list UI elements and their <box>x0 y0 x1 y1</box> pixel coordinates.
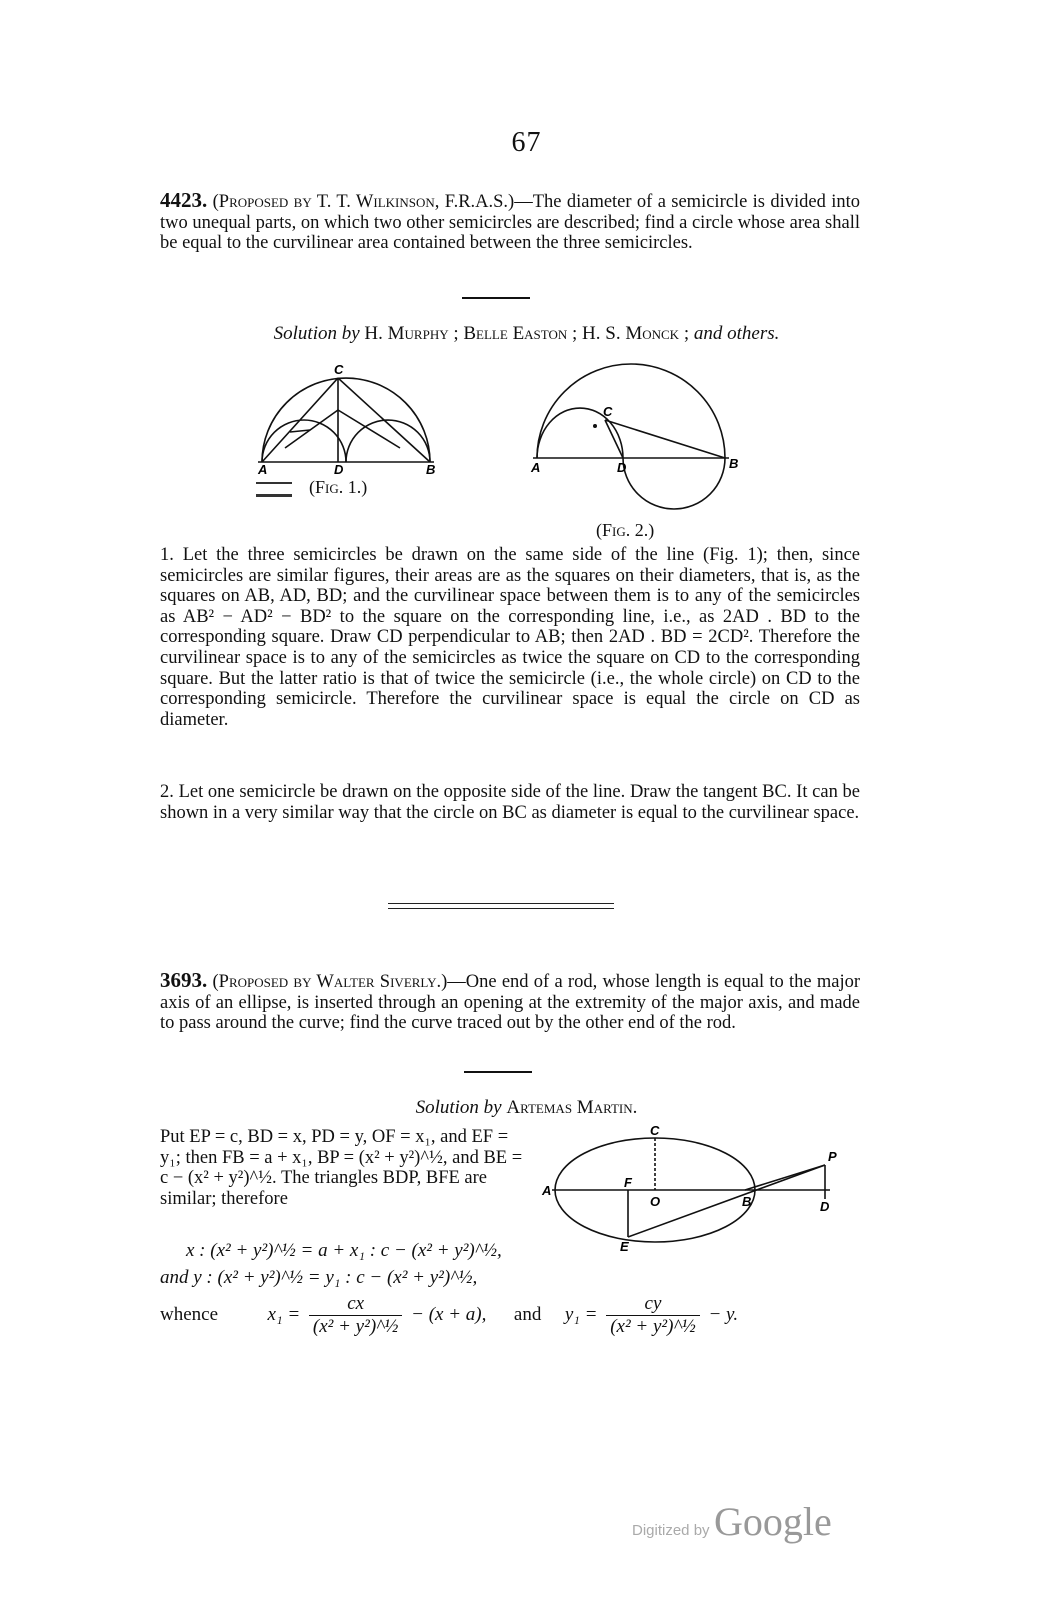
y1-fraction <box>606 1293 700 1338</box>
solution-byline <box>0 323 1053 345</box>
fig2-lower-semicircle <box>623 458 725 509</box>
fig2-caption: (Fig. 2.) <box>596 520 655 540</box>
solvers: Artemas Martin. <box>506 1097 638 1118</box>
fig3-label-e: E <box>620 1239 629 1254</box>
watermark-small: Digitized by <box>632 1522 710 1539</box>
equation-2: and y : (x² + y²)^½ = y₁ : c − (x² + y²)^½, <box>160 1267 478 1288</box>
solvers: H. Murphy ; Belle Easton ; H. S. Monck ; <box>364 323 690 344</box>
fig3-label-b: B <box>742 1194 752 1209</box>
fig1-caption: (Fig. 1.) <box>309 477 368 497</box>
y1-denominator: (x² + y²)^½ <box>610 1316 696 1337</box>
fig2-label-d: D <box>617 460 627 475</box>
fig3-label-c: C <box>650 1125 660 1138</box>
fig1-line-cb <box>338 378 430 462</box>
problem-number: 4423. <box>160 188 208 212</box>
solvers-suffix: and others. <box>693 323 780 344</box>
fig2-label-b: B <box>729 456 739 471</box>
problem-number: 3693. <box>160 968 208 992</box>
solution-byline <box>0 1097 1053 1119</box>
x1-numerator: cx <box>309 1293 403 1316</box>
problem-proposer: (Proposed by Walter Siverly.) <box>212 972 448 992</box>
fig1-large-semicircle <box>262 378 430 462</box>
section-rule <box>462 297 530 299</box>
watermark-logo: Google <box>714 1499 832 1544</box>
fig1-label-c: C <box>334 362 344 377</box>
fig3-label-p: P <box>828 1149 837 1164</box>
problem-4423-statement <box>160 190 860 254</box>
y1-tail: − y. <box>708 1303 739 1325</box>
whence-word: whence <box>160 1303 219 1325</box>
solution-prefix: Solution by <box>415 1097 502 1118</box>
x1-lhs: x₁ = <box>267 1303 301 1325</box>
equation-1: x : (x² + y²)^½ = a + x₁ : c − (x² + y²)^½, <box>186 1240 502 1261</box>
fig2-label-a: A <box>531 460 541 475</box>
solution-paragraph-2: 2. Let one semicircle be drawn on the opposite side of the line. Draw the tangent BC. It can be shown in a very similar way that the circle on BC as diameter is equal to the curvilinear space. <box>160 782 860 823</box>
x1-fraction <box>309 1293 403 1338</box>
fig3-label-o: O <box>650 1194 661 1209</box>
solution-prefix: Solution by <box>273 323 360 344</box>
problem-3693-statement <box>160 970 860 1034</box>
solution-paragraph-1: 1. Let the three semicircles be drawn on the same side of the line (Fig. 1); then, since semicircles are similar figures, their areas are as the squares on their diameters, that is, as the squares on AB, AD, BD; and the curvilinear space between them is to any of the semicircles as AB² − AD² − BD² to the square on the corresponding line, i.e., as 2AD . BD to the corresponding square. Draw CD perpendicular to AB; then 2AD . BD = 2CD². Therefore the curvilinear space is to any of the semicircles as twice the square on CD to the corresponding square. But the latter ratio is that of twice the semicircle (i.e., the whole circle) on CD to the corresponding semicircle. Therefore the curvilinear space is equal the circle on CD as diameter. <box>160 545 860 730</box>
solution-text: Put EP = c, BD = x, PD = y, OF = x₁, and EF = y₁; then FB = a + x₁, BP = (x² + y²)^½, and BE = c − (x² + y²)^½. The triangles BDP, BFE are similar; therefore <box>160 1127 523 1209</box>
scale-mark <box>256 482 292 497</box>
and-word: and <box>513 1303 542 1325</box>
fig1-semicircle-ad <box>262 420 346 462</box>
problem-text: —The diameter of a semicircle is divided into two unequal parts, on which two other semicircles are described; find a circle whose area shall be equal to the curvilinear area contained between the three semicircles. <box>160 192 860 254</box>
fig1-chord-2 <box>338 410 400 448</box>
fig1-label-a: A <box>258 462 268 477</box>
line-bp <box>745 1165 825 1190</box>
section-rule <box>464 1071 532 1073</box>
problem-proposer: (Proposed by T. T. Wilkinson, F.R.A.S.) <box>212 192 515 212</box>
page-number: 67 <box>511 127 542 158</box>
section-divider <box>388 903 614 909</box>
equation-3 <box>160 1293 738 1338</box>
figure-ellipse <box>540 1125 850 1265</box>
y1-lhs: y₁ = <box>564 1303 598 1325</box>
fig1-label-b: B <box>426 462 436 477</box>
fig3-label-f: F <box>624 1175 632 1190</box>
fig1-label-d: D <box>334 462 344 477</box>
fig2-label-c: C <box>603 404 613 419</box>
problem-text: —One end of a rod, whose length is equal to the major axis of an ellipse, is inserted through an opening at the extremity of the major axis, and made to pass around the curve; find the curve traced out by the other end of the rod. <box>160 972 860 1034</box>
x1-tail: − (x + a), <box>411 1303 487 1325</box>
figure-1 <box>250 360 450 485</box>
fig3-label-a: A <box>542 1183 552 1198</box>
x1-denominator: (x² + y²)^½ <box>312 1316 399 1337</box>
digitized-watermark <box>632 1498 832 1545</box>
fig3-label-d: D <box>820 1199 830 1214</box>
y1-numerator: cy <box>606 1293 700 1316</box>
figure-2 <box>525 350 745 520</box>
